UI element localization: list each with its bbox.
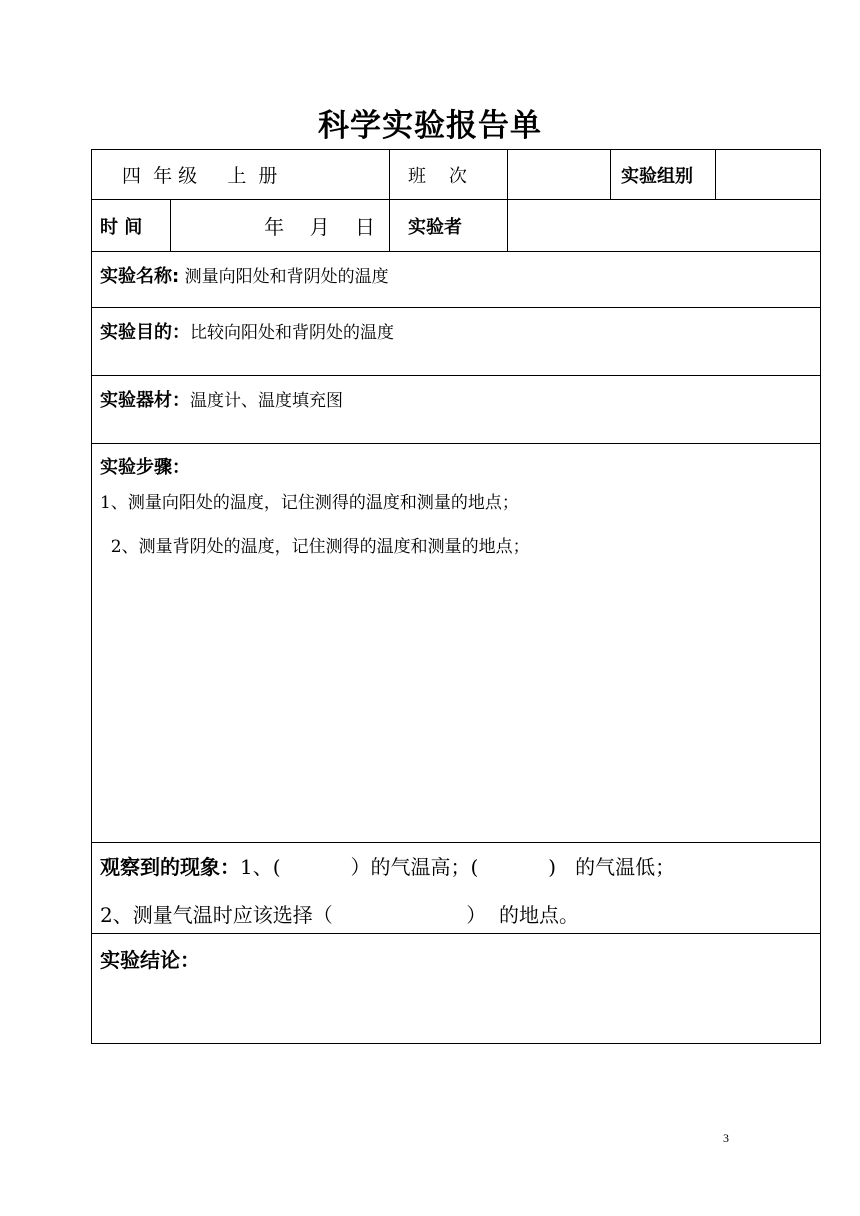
observation-line-2: 2、测量气温时应该选择（ ） 的地点。 <box>100 903 579 927</box>
materials-row <box>92 376 821 444</box>
experiment-name-label: 实验名称: <box>100 266 180 287</box>
purpose-value: 比较向阳处和背阴处的温度 <box>190 323 394 343</box>
observation-line-1: 1、( ）的气温高；( ) 的气温低； <box>240 855 676 879</box>
step-item: 2、测量背阴处的温度，记住测得的温度和测量的地点； <box>100 537 530 557</box>
purpose-label: 实验目的： <box>100 322 190 343</box>
experiment-name-cell <box>92 252 821 308</box>
name-row <box>92 252 821 308</box>
page-number: 3 <box>723 1131 729 1145</box>
conclusion-cell <box>92 934 821 1044</box>
experiment-name-value: 测量向阳处和背阴处的温度 <box>179 267 389 287</box>
steps-cell <box>92 444 821 843</box>
date-cell: 年 月 日 <box>171 200 390 252</box>
group-label: 实验组别 <box>611 150 716 200</box>
observation-label: 观察到的现象： <box>100 855 240 879</box>
header-row-2 <box>92 200 821 252</box>
conclusion-row <box>92 934 821 1044</box>
grade-cell: 四 年 级 上 册 <box>92 150 390 200</box>
group-value <box>716 150 821 200</box>
materials-value: 温度计、温度填充图 <box>190 391 343 411</box>
conclusion-label: 实验结论： <box>100 948 200 972</box>
experimenter-label: 实验者 <box>390 200 508 252</box>
purpose-row <box>92 308 821 376</box>
materials-cell <box>92 376 821 444</box>
step-item: 1、测量向阳处的温度，记住测得的温度和测量的地点； <box>100 493 519 513</box>
purpose-cell <box>92 308 821 376</box>
report-table <box>91 149 821 1044</box>
header-row-1 <box>92 150 821 200</box>
observation-row <box>92 843 821 934</box>
page-title: 科学实验报告单 <box>318 108 542 144</box>
experimenter-value <box>508 200 821 252</box>
class-value <box>508 150 611 200</box>
steps-label: 实验步骤： <box>100 457 190 478</box>
class-label: 班 次 <box>390 150 508 200</box>
observation-cell <box>92 843 821 934</box>
time-label: 时 间 <box>92 200 171 252</box>
steps-row <box>92 444 821 843</box>
materials-label: 实验器材： <box>100 390 190 411</box>
